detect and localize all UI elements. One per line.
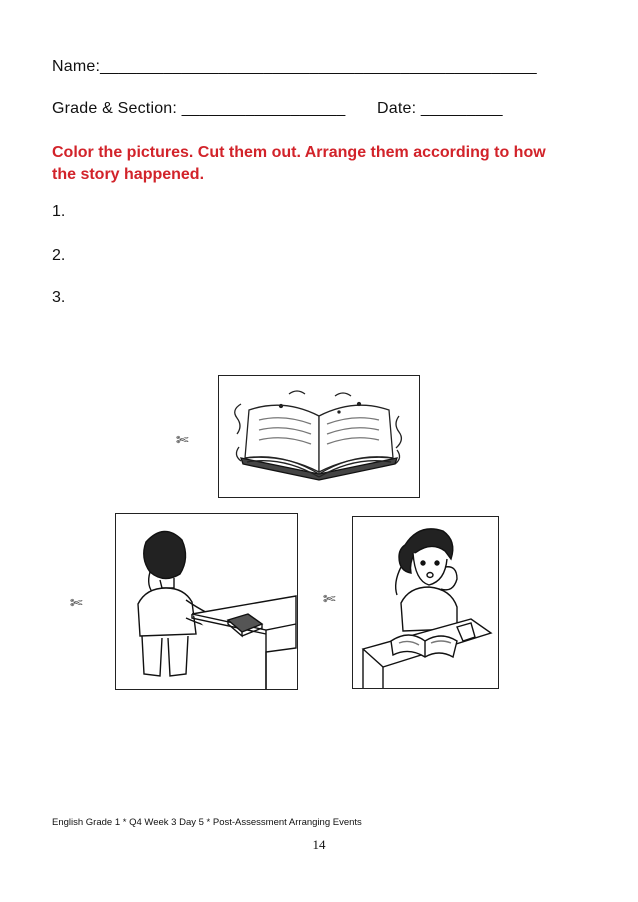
girl-placing-book-icon [116,514,297,689]
instructions-text: Color the pictures. Cut them out. Arrange them according to how the story happened. [52,144,546,183]
answer-2-label: 2. [52,247,66,264]
scissors-icon: ✄ [176,431,189,449]
grade-section-line: Grade & Section: __________________ [52,100,346,117]
page-number: 14 [312,837,326,852]
answer-1-label: 1. [52,203,66,220]
name-line: Name:________________________________________________ [52,58,537,75]
open-book-icon [219,376,419,497]
picture-card-open-book[interactable] [218,375,420,498]
date-line: Date: _________ [377,100,503,117]
scissors-icon: ✄ [70,594,83,612]
footer-text: English Grade 1 * Q4 Week 3 Day 5 * Post-Assessment Arranging Events [52,817,362,828]
picture-card-girl-placing-book[interactable] [115,513,298,690]
picture-card-girl-surprised[interactable] [352,516,499,689]
scissors-icon: ✄ [323,590,336,608]
answer-3-label: 3. [52,289,66,306]
girl-surprised-book-icon [353,517,498,688]
